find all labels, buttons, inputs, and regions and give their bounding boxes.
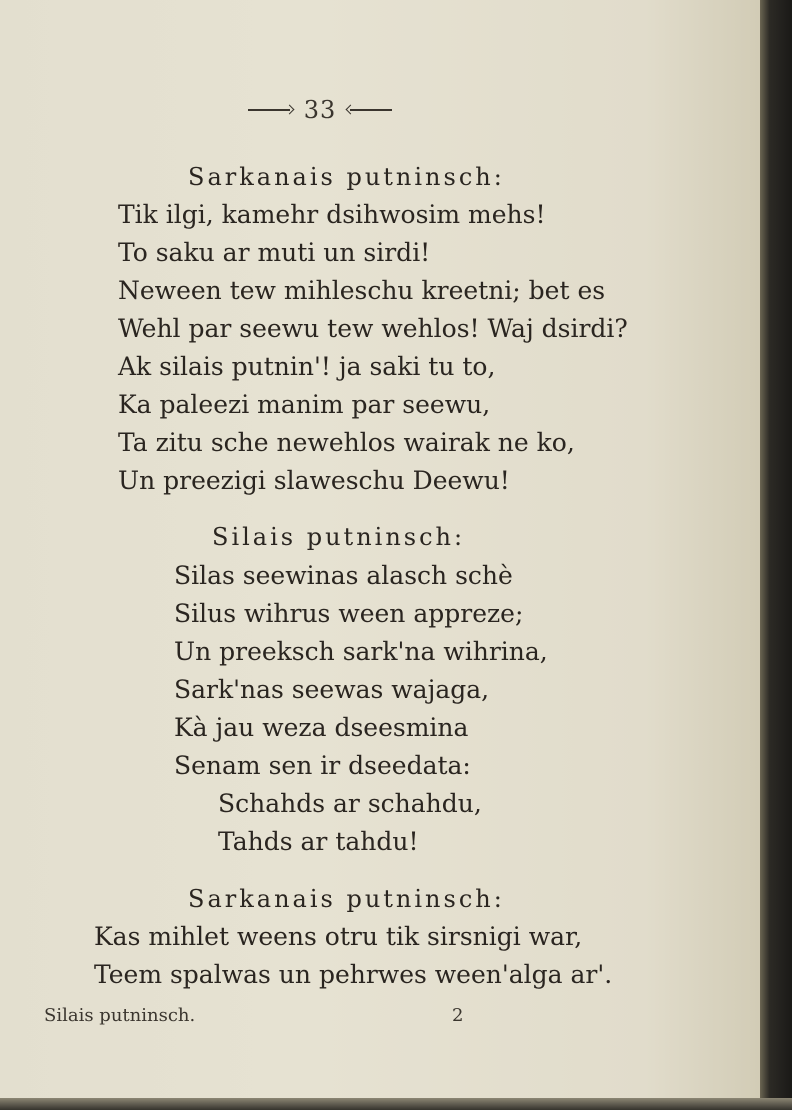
verse-line: Tahds ar tahdu! xyxy=(218,827,419,856)
verse-line: Sark'nas seewas wajaga, xyxy=(174,675,490,704)
verse-line: Un preeksch sark'na wihrina, xyxy=(174,637,548,666)
speaker-heading: Silais putninsch: xyxy=(212,523,466,551)
verse-line: To saku ar muti un sirdi! xyxy=(118,238,431,267)
arrow-ornament-icon xyxy=(248,109,290,111)
verse-line: Neween tew mihleschu kreetni; bet es xyxy=(118,276,606,305)
book-spine xyxy=(760,0,792,1110)
verse-line: Silas seewinas alasch schè xyxy=(174,561,513,590)
verse-line: Ak silais putnin'! ja saki tu to, xyxy=(118,352,496,381)
verse-line: Teem spalwas un pehrwes ween'alga ar'. xyxy=(94,960,613,989)
page-number: 33 xyxy=(303,96,337,124)
speaker-heading: Sarkanais putninsch: xyxy=(188,163,505,191)
verse-line: Ka paleezi manim par seewu, xyxy=(118,390,491,419)
verse-line: Tik ilgi, kamehr dsihwosim mehs! xyxy=(118,200,546,229)
speaker-heading: Sarkanais putninsch: xyxy=(188,885,505,913)
verse-line: Un preezigi slaweschu Deewu! xyxy=(118,466,510,495)
page-bottom-edge xyxy=(0,1098,792,1110)
sheet-signature-number: 2 xyxy=(452,1005,464,1026)
verse-line: Schahds ar schahdu, xyxy=(218,789,482,818)
verse-line: Kà jau weza dseesmina xyxy=(174,713,469,742)
verse-line: Ta zitu sche newehlos wairak ne ko, xyxy=(118,428,575,457)
verse-line: Wehl par seewu tew wehlos! Waj dsirdi? xyxy=(118,314,628,343)
signature-mark: Silais putninsch. xyxy=(44,1005,196,1026)
verse-line: Kas mihlet weens otru tik sirsnigi war, xyxy=(94,922,583,951)
verse-line: Senam sen ir dseedata: xyxy=(174,751,471,780)
verse-line: Silus wihrus ween appreze; xyxy=(174,599,524,628)
arrow-ornament-icon xyxy=(350,109,392,111)
page-header xyxy=(230,95,410,125)
